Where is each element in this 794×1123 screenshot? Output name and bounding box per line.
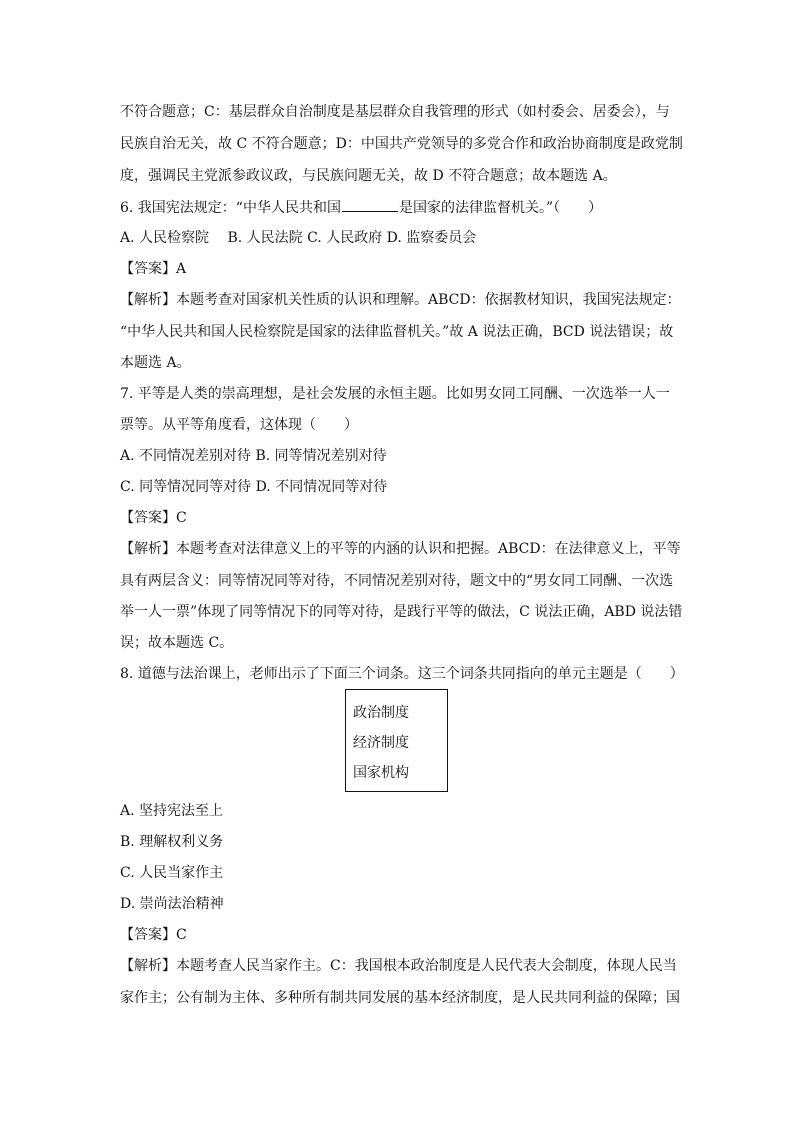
question-7-answer: 【答案】C — [120, 510, 187, 526]
question-7-stem-1: 7. 平等是人类的崇高理想，是社会发展的永恒主题。比如男女同工同酬、一次选举一人一 — [120, 386, 670, 402]
question-7-analysis-3: 举一人一票”体现了同等情况下的同等对待，是践行平等的做法，C 说法正确，ABD 说法错 — [120, 604, 683, 620]
question-6-analysis-3: 本题选 A。 — [120, 355, 191, 371]
question-8-stem: 8. 道德与法治课上，老师出示了下面三个词条。这三个词条共同指向的单元主题是（ ） — [120, 666, 684, 682]
question-7-analysis-1: 【解析】本题考查对法律意义上的平等的内涵的认识和把握。ABCD：在法律意义上，平等 — [120, 541, 681, 557]
term-box-item: 国家机构 — [353, 765, 409, 781]
question-7-analysis-2: 具有两层含义：同等情况同等对待，不同情况差别对待，题文中的“男女同工同酬、一次选 — [120, 573, 674, 589]
question-6-stem-before: 6. 我国宪法规定：“中华人民共和国 — [120, 200, 341, 216]
question-6-options: A. 人民检察院 B. 人民法院 C. 人民政府 D. 监察委员会 — [120, 230, 477, 246]
intro-line-1: 不符合题意；C：基层群众自治制度是基层群众自我管理的形式（如村委会、居委会），与 — [120, 104, 670, 120]
question-8-answer: 【答案】C — [120, 927, 187, 943]
question-8-option-c: C. 人民当家作主 — [120, 865, 224, 881]
question-6-answer: 【答案】A — [120, 261, 187, 277]
question-8-term-box — [345, 689, 448, 792]
intro-line-2: 民族自治无关，故 C 不符合题意；D：中国共产党领导的多党合作和政治协商制度是政党制 — [120, 136, 683, 152]
question-7-analysis-4: 误；故本题选 C。 — [120, 635, 234, 651]
question-7-options-1: A. 不同情况差别对待 B. 同等情况差别对待 — [120, 448, 387, 464]
question-6-blank — [342, 197, 398, 212]
question-6-stem-after: 是国家的法律监督机关。”（ ） — [398, 200, 603, 216]
term-box-item: 政治制度 — [353, 705, 409, 721]
question-8-analysis-1: 【解析】本题考查人民当家作主。C：我国根本政治制度是人民代表大会制度，体现人民当 — [120, 958, 677, 974]
question-7-stem-2: 票等。从平等角度看，这体现（ ） — [120, 417, 358, 433]
question-6-analysis-1: 【解析】本题考查对国家机关性质的认识和理解。ABCD：依据教材知识，我国宪法规定： — [120, 292, 681, 308]
question-8-option-a: A. 坚持宪法至上 — [120, 803, 224, 819]
question-8-option-b: B. 理解权利义务 — [120, 834, 224, 850]
question-8-analysis-2: 家作主；公有制为主体、多种所有制共同发展的基本经济制度，是人民共同利益的保障；国 — [120, 990, 680, 1006]
term-box-item: 经济制度 — [353, 735, 409, 751]
question-6-stem — [120, 197, 602, 217]
question-6-analysis-2: “中华人民共和国人民检察院是国家的法律监督机关。”故 A 说法正确，BCD 说法错误；故 — [120, 324, 674, 340]
question-7-options-2: C. 同等情况同等对待 D. 不同情况同等对待 — [120, 479, 388, 495]
intro-line-3: 度，强调民主党派参政议政，与民族问题无关，故 D 不符合题意；故本题选 A。 — [120, 168, 617, 184]
question-8-option-d: D. 崇尚法治精神 — [120, 896, 224, 912]
